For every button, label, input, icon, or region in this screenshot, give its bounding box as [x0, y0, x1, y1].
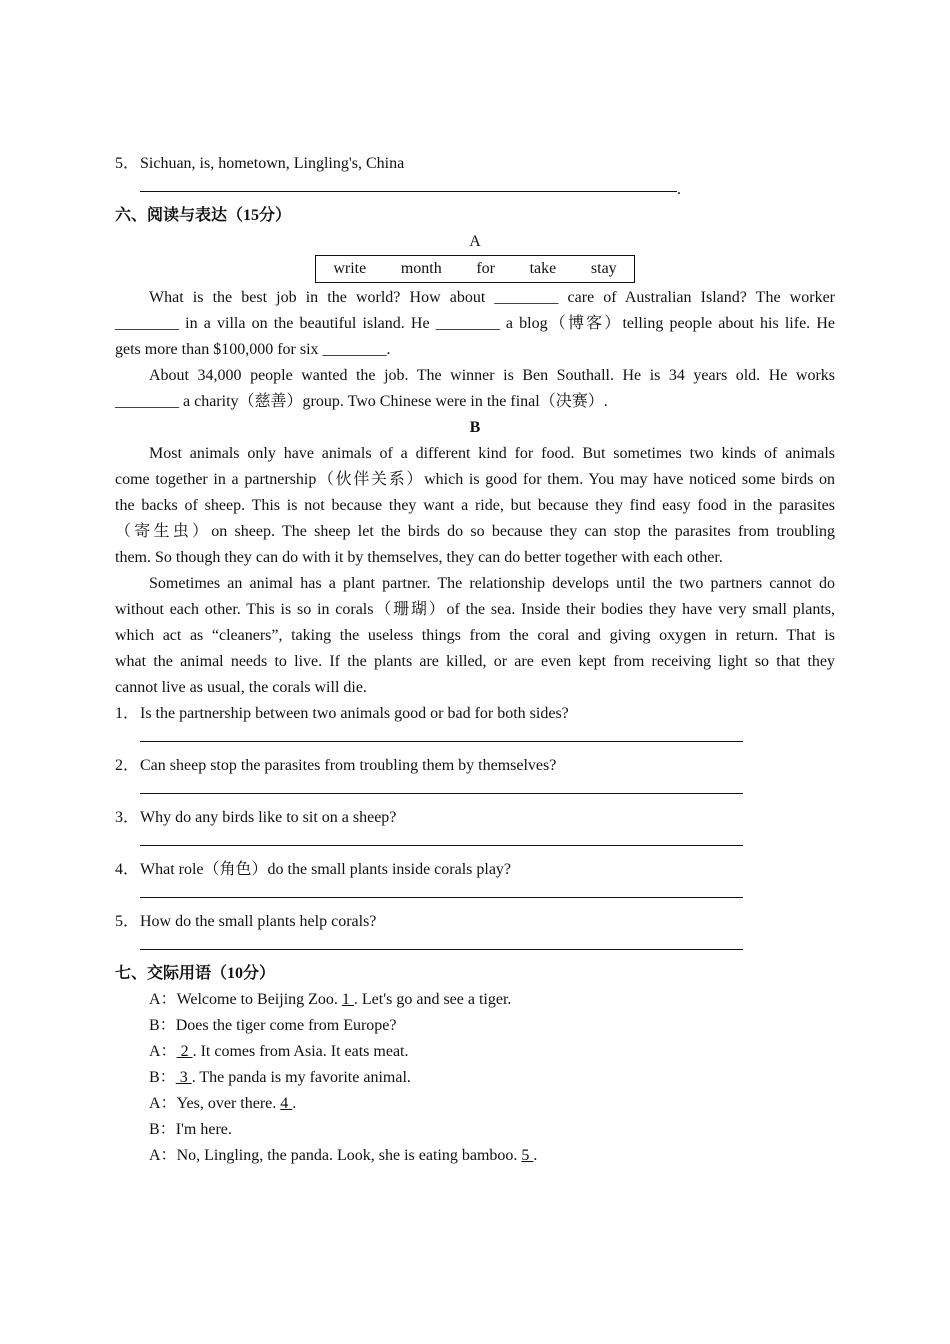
answer-line: [115, 831, 835, 857]
dialogue-text: . The panda is my favorite animal.: [191, 1069, 411, 1086]
question-text: What role（角色）do the small plants inside corals play?: [140, 861, 512, 878]
text-line: ________ in a villa on the beautiful island. He ________ a blog（博客）telling people about his life. He: [115, 315, 835, 332]
question-number: 5．: [115, 913, 140, 930]
dialogue-text: Yes, over there.: [176, 1095, 281, 1112]
section-heading: 六、阅读与表达（15分）: [115, 207, 292, 224]
text-line: （寄生虫）on sheep. The sheep let the birds do so because they can stop the parasites from troubling: [115, 523, 835, 540]
question-number: 2．: [115, 757, 140, 774]
question-item: [115, 805, 835, 831]
word-item: for: [476, 260, 495, 277]
text-line: without each other. This is so in corals（珊瑚）of the sea. Inside their bodies they have very small plants,: [115, 601, 835, 618]
text-line: ________ a charity（慈善）group. Two Chinese were in the final（决赛）.: [115, 393, 608, 410]
question-item: [115, 857, 835, 883]
dialogue-text: No, Lingling, the panda. Look, she is eating bamboo.: [176, 1147, 522, 1164]
answer-blank: 5: [521, 1147, 534, 1164]
answer-line: [115, 883, 835, 909]
speaker: A：: [149, 1043, 177, 1060]
part-label: B: [469, 419, 481, 436]
question-text: Sichuan, is, hometown, Lingling's, China: [140, 155, 405, 172]
dialogue-line: [115, 1143, 835, 1169]
word-box: [315, 255, 635, 283]
dialogue-text: Does the tiger come from Europe?: [175, 1017, 397, 1034]
answer-line: [115, 935, 835, 961]
question-number: 4．: [115, 861, 140, 878]
dialogue-line: [115, 1091, 835, 1117]
answer-blank: 2: [176, 1043, 193, 1060]
text-line: the backs of sheep. This is not because they want a ride, but because they find easy food in the parasites: [115, 497, 835, 514]
question-item: [115, 701, 835, 727]
question-number: 3．: [115, 809, 140, 826]
dialogue-line: [115, 1039, 835, 1065]
speaker: A：: [149, 1095, 177, 1112]
dialogue-text: .: [292, 1095, 297, 1112]
text-line: them. So though they can do with it by themselves, they can do better together with each other.: [115, 549, 723, 566]
question-text: Can sheep stop the parasites from troubling them by themselves?: [140, 757, 557, 774]
word-item: month: [400, 260, 442, 277]
dialogue: [115, 987, 835, 1169]
text-line: what the animal needs to live. If the plants are killed, or are even kept from receiving light so that they: [115, 653, 835, 670]
question-item: [115, 753, 835, 779]
text-line: cannot live as usual, the corals will die.: [115, 679, 367, 696]
passage-b-paragraph-1: [115, 441, 835, 571]
question-list: [115, 701, 835, 961]
question-text: Why do any birds like to sit on a sheep?: [140, 809, 397, 826]
answer-rule: [140, 897, 743, 898]
word-bank: [115, 255, 835, 285]
dialogue-line: [115, 987, 835, 1013]
dialogue-text: .: [533, 1147, 538, 1164]
dialogue-text: I'm here.: [175, 1121, 232, 1138]
answer-rule: [140, 845, 743, 846]
text-line: Most animals only have animals of a different kind for food. But sometimes two kinds of animals: [149, 445, 835, 462]
section-heading: 七、交际用语（10分）: [115, 965, 276, 982]
dialogue-line: [115, 1065, 835, 1091]
answer-line: [115, 177, 835, 203]
passage-a-paragraph-2: [115, 363, 835, 415]
text-line: What is the best job in the world? How about ________ care of Australian Island? The worker: [149, 289, 835, 306]
text-line: About 34,000 people wanted the job. The winner is Ben Southall. He is 34 years old. He works: [149, 367, 835, 384]
speaker: B：: [149, 1121, 176, 1138]
speaker: A：: [149, 1147, 177, 1164]
word-item: take: [529, 260, 557, 277]
answer-blank: 1: [341, 991, 354, 1008]
speaker: B：: [149, 1017, 176, 1034]
question-item: [115, 151, 835, 177]
question-text: Is the partnership between two animals good or bad for both sides?: [140, 705, 569, 722]
speaker: B：: [149, 1069, 176, 1086]
answer-rule: [140, 741, 743, 742]
dialogue-text: . It comes from Asia. It eats meat.: [192, 1043, 409, 1060]
text-line: Sometimes an animal has a plant partner. The relationship develops until the two partners cannot do: [149, 575, 835, 592]
answer-line: [115, 727, 835, 753]
word-item: stay: [590, 260, 617, 277]
answer-rule: [140, 949, 743, 950]
dialogue-text: . Let's go and see a tiger.: [353, 991, 512, 1008]
text-line: gets more than $100,000 for six ________.: [115, 341, 391, 358]
passage-a-paragraph-1: [115, 285, 835, 363]
question-item: [115, 909, 835, 935]
answer-blank: 4: [280, 1095, 293, 1112]
answer-period: .: [677, 181, 681, 198]
text-line: come together in a partnership（伙伴关系）which is good for them. You may have noticed some birds on: [115, 471, 835, 488]
dialogue-line: [115, 1013, 835, 1039]
question-number: 1．: [115, 705, 140, 722]
answer-rule: [140, 191, 677, 192]
text-line: which act as “cleaners”, taking the useless things from the coral and giving oxygen in return. That is: [115, 627, 835, 644]
dialogue-line: [115, 1117, 835, 1143]
exam-page: [115, 151, 835, 1169]
answer-line: [115, 779, 835, 805]
speaker: A：: [149, 991, 177, 1008]
dialogue-text: Welcome to Beijing Zoo.: [176, 991, 342, 1008]
passage-b-paragraph-2: [115, 571, 835, 701]
word-item: write: [333, 260, 367, 277]
question-number: 5．: [115, 155, 140, 172]
answer-blank: 3: [175, 1069, 192, 1086]
part-label: A: [469, 233, 481, 250]
answer-rule: [140, 793, 743, 794]
question-text: How do the small plants help corals?: [140, 913, 377, 930]
